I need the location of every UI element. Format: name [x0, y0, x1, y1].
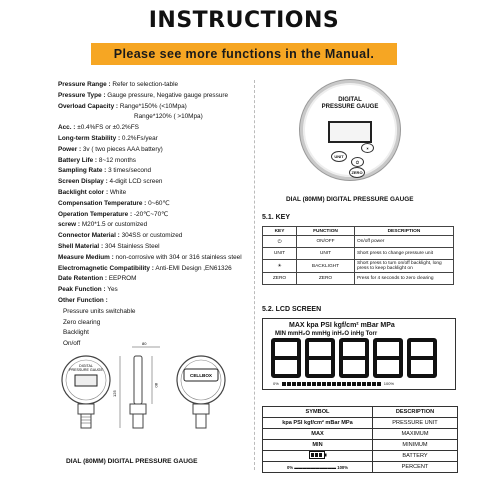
other-function-item: Backlight — [63, 329, 89, 337]
key-cell-function: BACKLIGHT — [297, 260, 355, 273]
key-cell-key: ⏻ — [263, 236, 297, 248]
spec-row — [58, 188, 273, 199]
spec-row — [58, 134, 273, 145]
table-row — [263, 273, 454, 285]
gauge-label-line1: DIGITAL — [338, 97, 362, 103]
spec-row — [58, 145, 273, 156]
spec-value: 8~12 months — [98, 156, 136, 164]
battery-icon — [263, 451, 373, 462]
spec-list — [58, 80, 273, 350]
spec-label: Overload Capacity : — [58, 102, 119, 110]
description-cell: MINIMUM — [373, 440, 458, 451]
spec-value: 4-digit LCD screen — [109, 178, 163, 186]
spec-label: Date Retention : — [58, 275, 107, 283]
spec-label: Peak Function : — [58, 286, 106, 294]
lcd-section-title: 5.2. LCD SCREEN — [262, 306, 322, 313]
spec-value: Refer to selection-table — [112, 81, 179, 88]
description-cell: PERCENT — [373, 462, 458, 473]
symbol-cell: MIN — [263, 440, 373, 451]
spec-value: non-corrosive with 304 or 316 stainless steel — [115, 253, 242, 261]
spec-row — [58, 123, 273, 134]
dim-right: 80 — [154, 383, 159, 388]
bar-end-label: 100% — [383, 381, 395, 386]
description-header: DESCRIPTION — [373, 407, 458, 418]
symbol-cell: MAX — [263, 429, 373, 440]
spec-value: Gauge pressure, Negative gauge pressure — [107, 91, 229, 99]
table-row — [263, 440, 458, 451]
drawing-caption: DIAL (80MM) DIGITAL PRESSURE GAUGE — [66, 458, 198, 465]
spec-value: 3v ( two pieces AAA battery) — [82, 145, 163, 153]
spec-row — [58, 91, 273, 102]
spec-row — [58, 231, 273, 242]
spec-value: 304 Stainless Steel — [104, 242, 160, 250]
spec-row — [58, 102, 273, 113]
other-function-item: Pressure units switchable — [63, 307, 136, 315]
key-cell-description: Short press to change pressure unit — [355, 248, 454, 260]
lcd-digits — [271, 338, 437, 378]
spec-row — [58, 156, 273, 167]
spec-value: Yes — [107, 286, 118, 294]
dim-side: 125 — [112, 390, 117, 397]
description-cell: MAXIMUM — [373, 429, 458, 440]
lcd-units-line1: MAX kpa PSI kgf/cm² mBar MPa — [289, 322, 395, 329]
key-cell-function: ON/OFF — [297, 236, 355, 248]
spec-row — [58, 285, 273, 296]
lcd-digit — [305, 338, 335, 378]
spec-row — [58, 80, 273, 91]
dim-top: 80 — [142, 341, 147, 346]
spec-label: Power : — [58, 145, 82, 153]
spec-label: Measure Medium : — [58, 253, 114, 261]
spec-label: Backlight color : — [58, 188, 109, 196]
spec-label: Other Function : — [58, 296, 108, 304]
table-row — [263, 418, 458, 429]
key-header-function: FUNCTION — [297, 227, 355, 236]
spec-value: 304SS or customized — [121, 232, 183, 240]
key-cell-key: UNIT — [263, 248, 297, 260]
lcd-diagram — [262, 318, 456, 390]
spec-row — [58, 296, 273, 307]
spec-label: Acc. : — [58, 124, 76, 132]
table-row — [263, 462, 458, 473]
other-function-item: On/off — [63, 340, 81, 348]
table-row — [263, 429, 458, 440]
symbol-cell: 0% ▬▬▬▬▬▬▬▬▬▬ 100% — [263, 462, 373, 473]
spec-value: 0~60℃ — [148, 199, 170, 207]
spec-value: Anti-EMI Design ,EN61326 — [155, 264, 232, 272]
spec-value: ±0.4%FS or ±0.2%FS — [77, 124, 139, 132]
spec-value: Range*150% (<10Mpa) — [119, 102, 187, 110]
symbol-cell: kpa PSI kgf/cm² mBar MPa — [263, 418, 373, 429]
lcd-digit — [373, 338, 403, 378]
gauge-screen — [328, 121, 372, 143]
spec-label: screw : — [58, 221, 81, 229]
spec-row — [58, 112, 273, 123]
key-cell-description: Short press to turn on/off backlight, long press to keep backlight on — [355, 260, 454, 273]
table-row — [263, 451, 458, 462]
symbol-header: SYMBOL — [263, 407, 373, 418]
spec-label: Sampling Rate : — [58, 167, 107, 175]
key-cell-function: UNIT — [297, 248, 355, 260]
spec-row — [58, 253, 273, 264]
symbol-table — [262, 406, 458, 473]
brand-label: CELLBOX — [190, 373, 212, 378]
key-cell-description: On/off power — [355, 236, 454, 248]
table-row — [263, 260, 454, 273]
light-icon: ☀ — [361, 143, 374, 153]
key-table — [262, 226, 454, 285]
spec-label: Shell Material : — [58, 242, 104, 250]
spec-value: EEPROM — [108, 275, 137, 283]
gauge-illustration — [300, 80, 400, 180]
key-cell-function: ZERO — [297, 273, 355, 285]
spec-value: 3 times/second — [108, 167, 152, 175]
spec-label: Operation Temperature : — [58, 210, 133, 218]
spec-label: Pressure Range : — [58, 81, 111, 88]
spec-row — [58, 264, 273, 275]
spec-label: Long-term Stability : — [58, 134, 121, 142]
spec-row — [58, 242, 273, 253]
spec-label: Battery Life : — [58, 156, 98, 164]
bar-blocks — [282, 382, 381, 386]
spec-label: Pressure Type : — [58, 91, 106, 99]
gauge-label-line2: PRESSURE GAUGE — [321, 104, 379, 110]
key-header-description: DESCRIPTION — [355, 227, 454, 236]
spec-row — [58, 199, 273, 210]
lcd-percent-bar — [273, 381, 394, 386]
bar-start-label: 0% — [273, 381, 279, 386]
dimension-drawing — [56, 325, 246, 465]
other-function-item: Zero clearing — [63, 318, 101, 326]
key-cell-key: ☀ — [263, 260, 297, 273]
power-icon: ⏻ — [351, 157, 364, 167]
key-section-title: 5.1. KEY — [262, 214, 291, 221]
spec-row — [58, 220, 273, 231]
lcd-digit — [339, 338, 369, 378]
spec-value: Range*120% ( >10Mpa) — [134, 113, 203, 121]
spec-row — [58, 177, 273, 188]
gauge-caption: DIAL (80MM) DIGITAL PRESSURE GAUGE — [286, 196, 414, 203]
spec-row — [58, 274, 273, 285]
table-row — [263, 248, 454, 260]
spec-value: M20*1.5 or customized — [81, 221, 148, 229]
key-cell-description: Press for 4 seconds to zero clearing — [355, 273, 454, 285]
page-title: INSTRUCTIONS — [148, 8, 340, 33]
spec-row — [58, 210, 273, 221]
lcd-digit — [407, 338, 437, 378]
description-cell: PRESSURE UNIT — [373, 418, 458, 429]
table-row — [263, 236, 454, 248]
divider — [254, 80, 255, 470]
unit-button: UNIT — [331, 151, 347, 162]
drawing-label-line2: PRESSURE GAUGE — [69, 368, 103, 372]
spec-value: -20℃~70℃ — [133, 210, 169, 218]
spec-row — [58, 166, 273, 177]
spec-value: White — [109, 188, 127, 196]
gauge-label — [303, 97, 397, 111]
key-cell-key: ZERO — [263, 273, 297, 285]
spec-label: Connector Material : — [58, 232, 120, 240]
spec-label: Compensation Temperature : — [58, 199, 147, 207]
key-header-key: KEY — [263, 227, 297, 236]
zero-button: ZERO — [349, 167, 365, 178]
lcd-digit — [271, 338, 301, 378]
spec-label: Screen Display : — [58, 178, 108, 186]
spec-label: Electromagnetic Compatibility : — [58, 264, 154, 272]
drawing-label-line1: DIGITAL — [79, 364, 93, 368]
lcd-units-line2: MIN mmH₂O mmHg inH₂O inHg Torr — [275, 331, 378, 337]
description-cell: BATTERY — [373, 451, 458, 462]
spec-value: 0.2%Fs/year — [121, 134, 158, 142]
manual-banner: Please see more functions in the Manual. — [91, 43, 397, 65]
